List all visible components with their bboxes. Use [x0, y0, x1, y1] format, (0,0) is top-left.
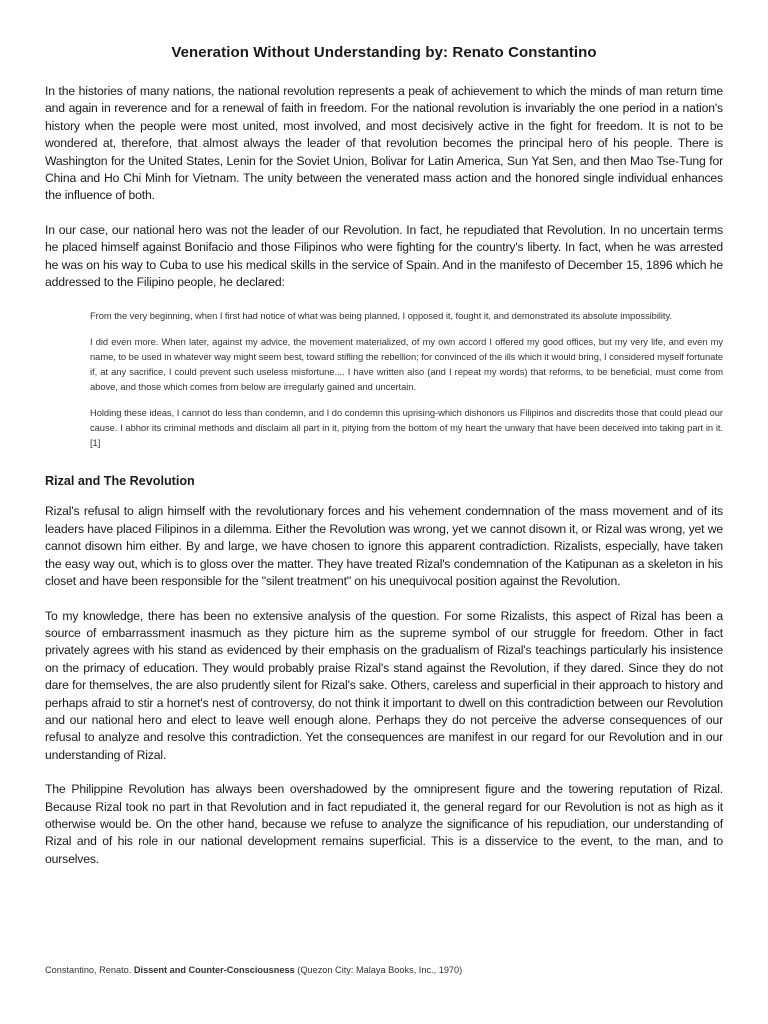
body-paragraph: To my knowledge, there has been no extensive analysis of the question. For some Rizalists, this aspect of Rizal has been a source of embarrassment inasmuch as they picture him as the supreme symbol of our struggle for freedom. Other in fact privately agrees with his stand as evidenced by their emphasis on the gradualism of Rizal's teachings particularly his insistence on the primacy of education. They would probably praise Rizal's stand against the Revolution, if they dared. Since they do not dare for themselves, the are also prudently silent for Rizal's sake. Others, careless and superficial in their approach to history and perhaps afraid to stir a hornet's nest of controversy, do not think it important to dwell on this contradiction between our Revolution and our national hero and elect to leave well enough alone. Perhaps they do not perceive the adverse consequences of our refusal to analyze and resolve this contradiction. Yet the consequences are manifest in our regard for our Revolution and in our understanding of Rizal.: [45, 608, 723, 762]
body-paragraph: The Philippine Revolution has always been overshadowed by the omnipresent figure and the towering reputation of Rizal. Because Rizal took no part in that Revolution and in fact repudiated it, the general regard for our Revolution is not as high as it otherwise would be. On the other hand, because we refuse to analyze the significance of his repudiation, our understanding of Rizal and of his role in our national development remains superficial. This is a disservice to the event, to the man, and to ourselves.: [45, 782, 723, 866]
citation-footer: [45, 965, 723, 975]
quote-paragraph: I did even more. When later, against my advice, the movement materialized, of my own accord I offered my good offices, but my very life, and even my name, to be used in whatever way might seem best, toward stifling the rebellion; for convinced of the ills which it would bring, I considered myself fortunate if, at any sacrifice, I could prevent such useless misfortune.... I have written also (and I repeat my words) that reforms, to be beneficial, must come from above, and those which comes from below are irregularly gained and uncertain.: [90, 336, 723, 393]
citation-book-title: Dissent and Counter-Consciousness: [133, 965, 295, 975]
block-quote: [90, 308, 723, 450]
document-page: [45, 44, 723, 885]
body-paragraph: In the histories of many nations, the national revolution represents a peak of achievement to which the minds of man return time and again in reverence and for a renewal of faith in freedom. For the national revolution is invariably the one period in a nation's history when the people were most united, most involved, and most decisively active in the fight for freedom. It is not to be wondered at, therefore, that almost always the leader of that revolution becomes the principal hero of his people. There is Washington for the United States, Lenin for the Soviet Union, Bolivar for Latin America, Sun Yat Sen, and then Mao Tse-Tung for China and Ho Chi Minh for Vietnam. The unity between the venerated mass action and the honored single individual enhances the influence of both.: [45, 84, 723, 203]
citation-author: Constantino, Renato.: [45, 965, 132, 975]
section-heading: Rizal and The Revolution: [45, 474, 195, 489]
document-title: Veneration Without Understanding by: Renato Constantino: [171, 44, 597, 61]
citation-publication: (Quezon City: Malaya Books, Inc., 1970): [297, 965, 463, 975]
body-paragraph: In our case, our national hero was not the leader of our Revolution. In fact, he repudiated that Revolution. In no uncertain terms he placed himself against Bonifacio and those Filipinos who were fighting for the country's liberty. In fact, when he was arrested he was on his way to Cuba to use his medical skills in the service of Spain. And in the manifesto of December 15, 1896 which he addressed to the Filipino people, he declared:: [45, 222, 723, 290]
quote-paragraph: From the very beginning, when I first had notice of what was being planned, I opposed it, fought it, and demonstrated its absolute impossibility.: [90, 310, 672, 322]
body-paragraph: Rizal's refusal to align himself with the revolutionary forces and his vehement condemnation of the mass movement and of its leaders have placed Filipinos in a dilemma. Either the Revolution was wrong, yet we cannot disown it, or Rizal was wrong, yet we cannot disown him either. By and large, we have chosen to ignore this apparent contradiction. Rizalists, especially, have taken the easy way out, which is to gloss over the matter. They have treated Rizal's condemnation of the Katipunan as a skeleton in his closet and have been responsible for the "silent treatment" on his unequivocal position against the Revolution.: [45, 504, 723, 589]
quote-paragraph: Holding these ideas, I cannot do less than condemn, and I do condemn this uprising-which dishonors us Filipinos and discredits those that could plead our cause. I abhor its criminal methods and disclaim all part in it, pitying from the bottom of my heart the unwary that have been deceived into taking part in it. [1]: [90, 407, 723, 449]
